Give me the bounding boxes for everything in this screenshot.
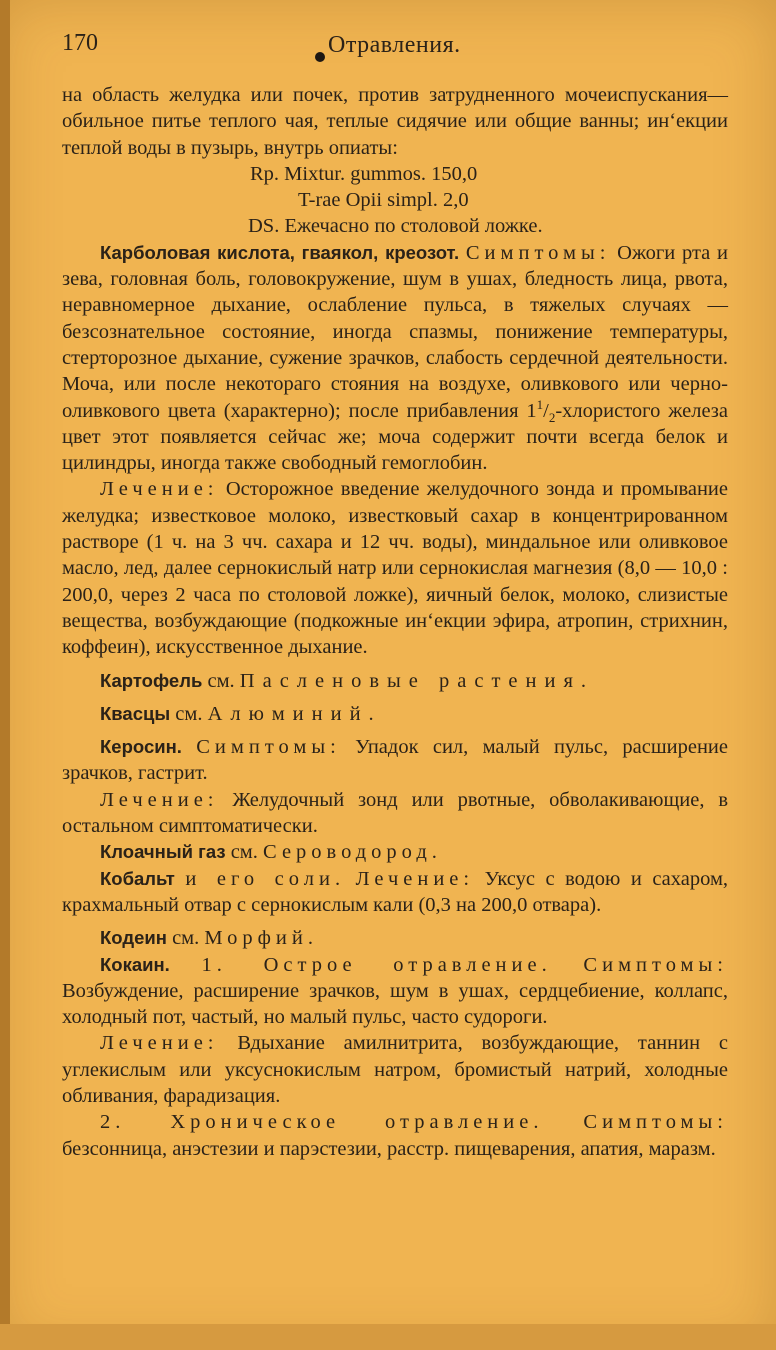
symptoms-label: Симптомы: [583, 1111, 728, 1134]
entry-cloacal-gas [62, 839, 728, 865]
section-label: 2. Хроническое отравление. [100, 1111, 544, 1134]
entry-term: Картофель [100, 669, 203, 691]
section-label: 1. Острое отравление. [201, 953, 552, 976]
entry-text: Упадок сил, малый пульс, расширение зрачков, гастрит. [62, 736, 729, 785]
page-number: 170 [62, 30, 98, 56]
entry-term: Квасцы [100, 702, 171, 724]
entry-text: Осторожное введение желудочного зонда и промывание желудка; известковое молоко, известковый сахар в концентрированном растворе (1 ч. на 3 чч. сахара и 12 чч. воды), миндальное или оливковое масло, лед, далее сернокислый натр или сернокислая магнезия (8,0 — 10,0 : 200,0, через 2 часа по столовой ложке), яичный белок, молоко, слизистые вещества, возбуждающие (подкожные ин‘екции эфира, атропин, стрихнин, коффеин), искусственное дыхание. [62, 478, 728, 659]
paragraph-continuation: на область желудка или почек, против затрудненного мочеиспускания—обильное питье теплого чая, теплые сидячие или общие ванны; ин‘екции теплой воды в пузырь, внутрь опиаты: [62, 84, 728, 159]
page-header [62, 30, 742, 64]
page-bottom-edge [0, 1324, 776, 1350]
entry-cocaine-treatment [62, 1030, 728, 1109]
treatment-label: Лечение: [100, 788, 219, 811]
entry-term: Карболовая кислота, гваякол, креозот. [100, 241, 460, 263]
entry-term: Кодеин [100, 927, 167, 949]
entry-text: Возбуждение, расширение зрачков, шум в ушах, сердцебиение, коллапс, холодный пот, частый, но малый пульс, часто судороги. [62, 979, 728, 1029]
entry-alum [62, 701, 728, 727]
see-word: см. [172, 927, 200, 950]
symptoms-label: Симптомы: [196, 736, 341, 759]
entry-text: Желудочный зонд или рвотные, обволакивающие, в остальном симптоматически. [62, 788, 729, 838]
entry-codeine [62, 925, 728, 951]
treatment-label: Лечение: [355, 867, 475, 890]
see-word: см. [230, 841, 258, 864]
fraction-denominator: 2 [548, 409, 556, 425]
entry-text: -хлористого железа цвет этот появляется сейчас же; моча содержит почти всегда белок и цилиндры, иногда также свободный гемоглобин. [62, 399, 728, 475]
symptoms-label: Симптомы: [583, 953, 728, 976]
prescription-line: DS. Ежечасно по столовой ложке. [248, 215, 543, 238]
cross-reference: Морфий. [204, 927, 318, 950]
page-binding-edge [0, 0, 10, 1350]
symptoms-label: Симптомы: [465, 241, 611, 264]
entry-potato [62, 668, 728, 694]
entry-text: Уксус с водою и сахаром, крахмальный отвар с сернокислым кали (0,3 на 200,0 отвара). [62, 867, 729, 916]
entry-carbolic-acid: Карболовая кислота, гваякол, креозот. Симптомы: Ожоги рта и зева, головная боль, головокружение, шум в ушах, бледность лица, рвота, неравномерное дыхание, ослабление пульса, в тяжелых случаях — безсознательное состояние, иногда спазмы, понижение температуры, стерторозное дыхание, сужение зрачков, слабость сердечной деятельности. Моча, или после некотораго стояния на воздухе, оливкового или черно-оливкового цвета (характерно); после прибавления $1^1/_2$-хлористого железа цвет этот появляется сейчас же; моча содержит почти всегда белок и цилиндры, иногда также свободный гемоглобин. [62, 241, 728, 475]
prescription-line: T-rae Opii simpl. 2,0 [298, 189, 469, 212]
entry-kerosene-treatment [62, 787, 728, 840]
treatment-label: Лечение: [100, 1032, 219, 1055]
treatment-label: Лечение: [100, 478, 219, 501]
entry-text: безсонница, анэстезии и парэстезии, расстр. пищеварения, апатия, маразм. [62, 1137, 716, 1160]
cross-reference: Пасленовые растения. [239, 669, 595, 692]
see-word: см. [207, 669, 235, 692]
entry-term: Кокаин. [100, 953, 170, 975]
ink-blot [315, 52, 325, 62]
entry-term: Кобальт [100, 867, 175, 889]
see-word: см. [175, 702, 203, 725]
entry-text: Ожоги рта и зева, головная боль, головокружение, шум в ушах, бледность лица, рвота, неравномерное дыхание, ослабление пульса, в тяжелых случаях — безсознательное состояние, иногда спазмы, понижение температуры, стерторозное дыхание, сужение зрачков, слабость сердечной деятельности. Моча, или после некотораго стояния на воздухе, оливкового или черно-оливкового цвета (характерно); после прибавления 1 [62, 241, 728, 422]
cross-reference: Сероводород. [263, 841, 442, 864]
entry-term: Клоачный газ [100, 841, 226, 863]
entry-carbolic-treatment [62, 476, 728, 660]
entry-subtitle: и его соли. [185, 867, 346, 890]
running-head: Отравления. [328, 32, 461, 58]
fraction-numerator: 1 [536, 396, 544, 412]
entry-text: Вдыхание амилнитрита, возбуждающие, таннин с углекислым или уксуснокислым натром, бромистый натрий, холодные обливания, фарадизация. [62, 1032, 728, 1107]
page-body [62, 82, 728, 1162]
prescription-line: Rp. Mixtur. gummos. 150,0 [250, 162, 478, 185]
entry-term: Керосин. [100, 736, 182, 758]
entry-cobalt [62, 866, 728, 919]
cross-reference: Алюминий. [207, 702, 382, 725]
entry-kerosene [62, 734, 728, 787]
entry-cocaine-chronic [62, 1109, 728, 1162]
entry-cocaine [62, 952, 728, 1031]
